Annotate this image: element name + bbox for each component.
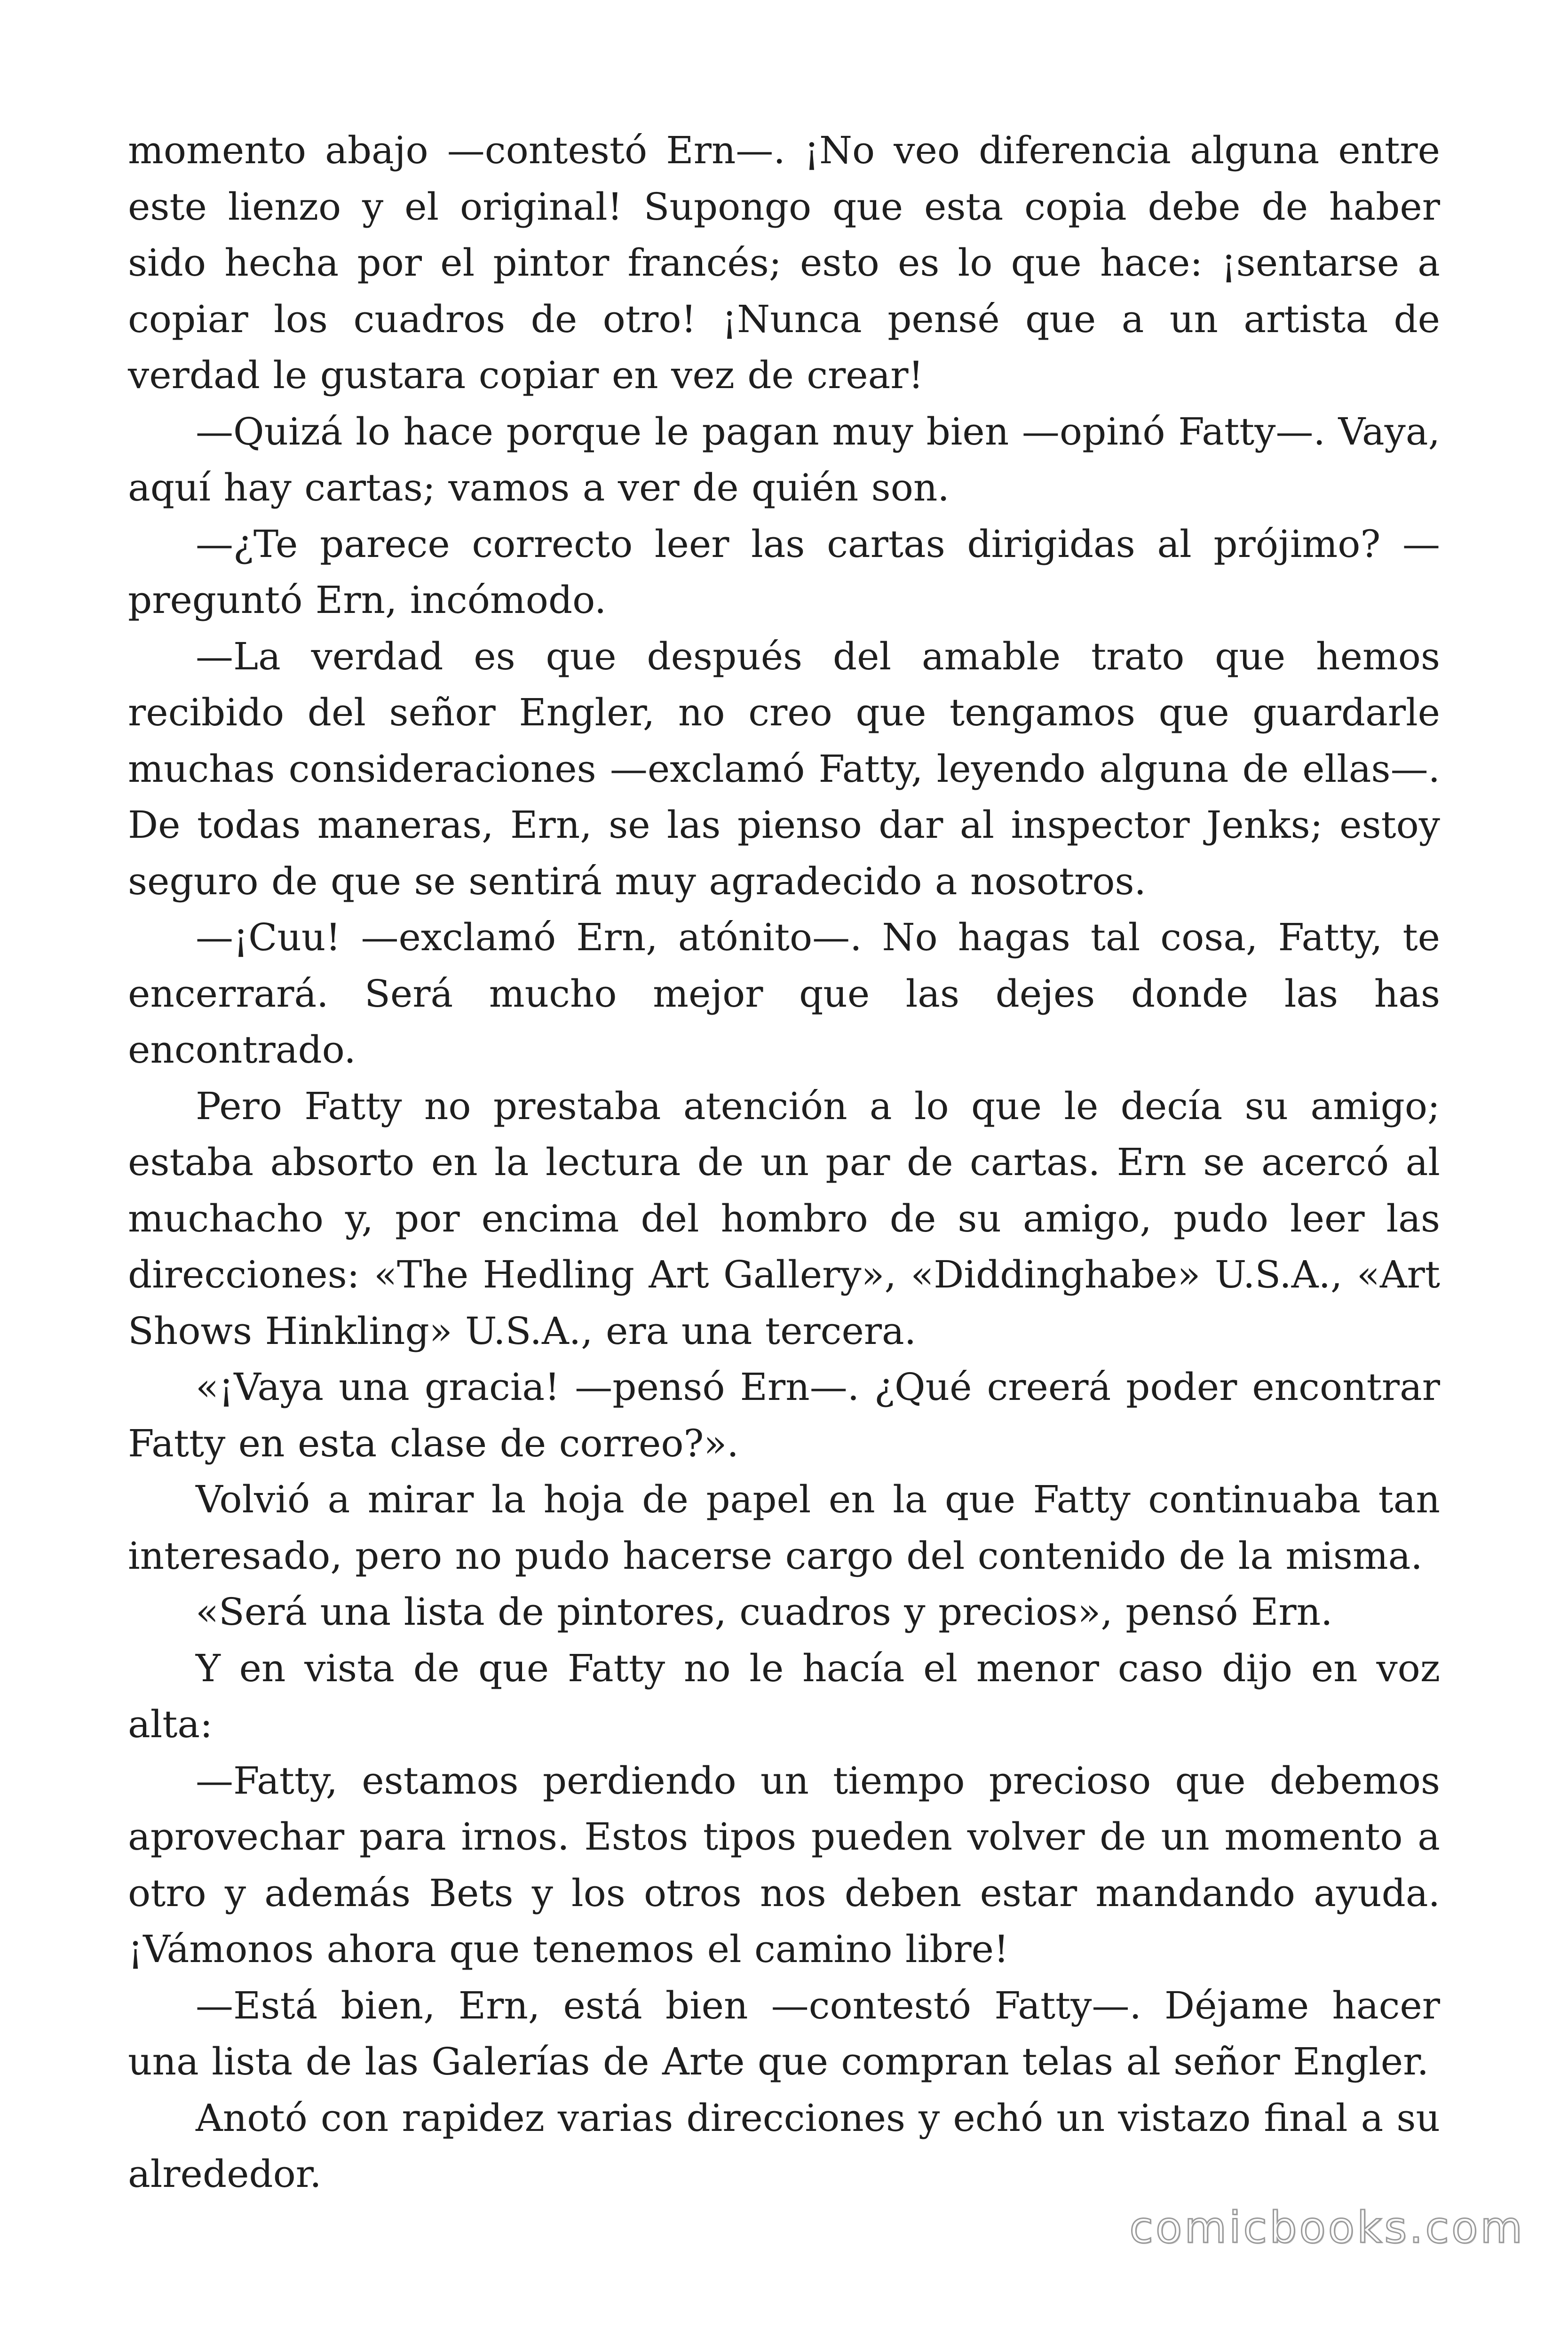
paragraph: Pero Fatty no prestaba atención a lo que le decía su amigo; estaba absorto en la lectura de un par de cartas. Ern se acercó al muchacho y, por encima del hombro de su amigo, pudo leer las direcciones: «The Hedling Art Gallery», «Diddinghabe» U.S.A., «Art Shows Hinkling» U.S.A., era una tercera. (128, 1084, 1440, 1353)
paragraph: —¡Cuu! —exclamó Ern, atónito—. No hagas tal cosa, Fatty, te encerrará. Será mucho mejor que las dejes donde las has encontrado. (128, 915, 1440, 1072)
paragraph: Anotó con rapidez varias direcciones y echó un vistazo final a su alrededor. (128, 2096, 1440, 2196)
paragraph: —Fatty, estamos perdiendo un tiempo precioso que debemos aprovechar para irnos. Estos tipos pueden volver de un momento a otro y además Bets y los otros nos deben estar mandando ayuda. ¡Vámonos ahora que tenemos el camino libre! (128, 1758, 1440, 1971)
paragraph: —Quizá lo hace porque le pagan muy bien —opinó Fatty—. Vaya, aquí hay cartas; vamos a ver de quién son. (128, 409, 1440, 509)
paragraph: Volvió a mirar la hoja de papel en la que Fatty continuaba tan interesado, pero no pudo hacerse cargo del contenido de la misma. (128, 1478, 1440, 1578)
paragraph: «¡Vaya una gracia! —pensó Ern—. ¿Qué creerá poder encontrar Fatty en esta clase de correo?». (128, 1365, 1440, 1465)
paragraph: —La verdad es que después del amable trato que hemos recibido del señor Engler, no creo que tengamos que guardarle muchas consideraciones —exclamó Fatty, leyendo alguna de ellas—. De todas maneras, Ern, se las pienso dar al inspector Jenks; estoy seguro de que se sentirá muy agradecido a nosotros. (128, 634, 1440, 903)
page-body (128, 122, 1440, 2202)
paragraph-continuation: momento abajo —contestó Ern—. ¡No veo diferencia alguna entre este lienzo y el original! Supongo que esta copia debe de haber sido hecha por el pintor francés; esto es lo que hace: ¡sentarse a copiar los cuadros de otro! ¡Nunca pensé que a un artista de verdad le gustara copiar en vez de crear! (128, 128, 1440, 397)
paragraph: «Será una lista de pintores, cuadros y precios», pensó Ern. (196, 1590, 1333, 1634)
paragraph: Y en vista de que Fatty no le hacía el menor caso dijo en voz alta: (128, 1646, 1440, 1746)
watermark-logo: comicbooks.com (1129, 2202, 1525, 2253)
paragraph: —Está bien, Ern, está bien —contestó Fatty—. Déjame hacer una lista de las Galerías de Arte que compran telas al señor Engler. (128, 1983, 1440, 2083)
paragraph: —¿Te parece correcto leer las cartas dirigidas al prójimo? —preguntó Ern, incómodo. (128, 522, 1440, 622)
